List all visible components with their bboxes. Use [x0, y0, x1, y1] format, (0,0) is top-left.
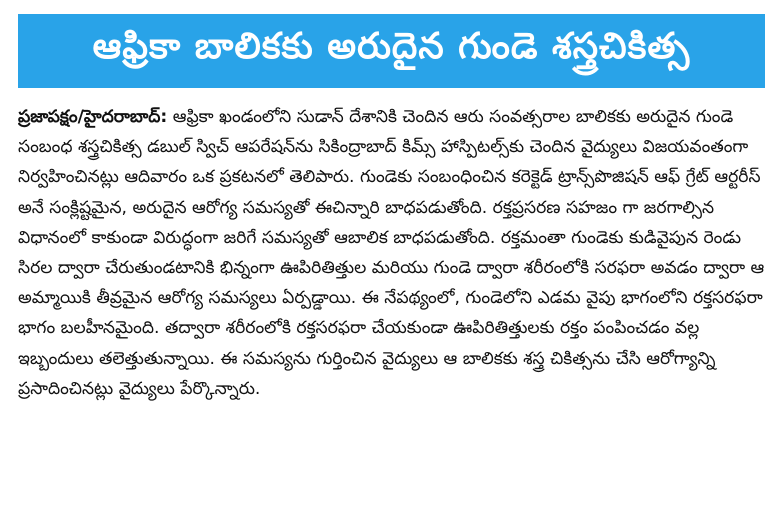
- article-body-paragraph: [18, 102, 765, 404]
- article-body-text: ఆఫ్రికా ఖండంలోని సుడాన్ దేశానికి చెందిన ఆరు సంవత్సరాల బాలికకు అరుదైన గుండె సంబంధ శస్త్రచికిత్స డబుల్ స్విచ్ ఆపరేషన్‌ను సికింద్రాబాద్ కిమ్స్ హాస్పిటల్స్‌కు చెందిన వైద్యులు విజయవంతంగా నిర్వహించినట్లు ఆదివారం ఒక ప్రకటనలో తెలిపారు. గుండెకు సంబంధించిన కరెక్టెడ్ ట్రాన్స్‌పొజిషన్ ఆఫ్ గ్రేట్ ఆర్టరీస్ అనే సంక్లిష్టమైన, అరుదైన ఆరోగ్య సమస్యతో ఈచిన్నారి బాధపడుతోంది. రక్తప్రసరణ సహజం గా జరగాల్సిన విధానంలో కాకుండా విరుద్ధంగా జరిగే సమస్యతో ఆబాలిక బాధపడుతోంది. రక్తమంతా గుండెకు కుడివైపున రెండు సిరల ద్వారా చేరుతుండటానికి భిన్నంగా ఊపిరితిత్తుల మరియు గుండె ద్వారా శరీరంలోకి సరఫరా అవడం ద్వారా ఆ అమ్మాయికి తీవ్రమైన ఆరోగ్య సమస్యలు ఏర్పడ్డాయి. ఈ నేపథ్యంలో, గుండెలోని ఎడమ వైపు భాగంలోని రక్తసరఫరా భాగం బలహీనమైంది. తద్వారా శరీరంలోకి రక్తసరఫరా చేయకుండా ఊపిరితిత్తులకు రక్తం పంపించడం వల్ల ఇబ్బందులు తలెత్తుతున్నాయి. ఈ సమస్యను గుర్తించిన వైద్యులు ఆ బాలికకు శస్త్ర చికిత్సను చేసి ఆరోగ్యాన్ని ప్రసాదించినట్లు వైద్యులు పేర్కొన్నారు.: [18, 107, 765, 399]
- headline-banner: [18, 14, 765, 88]
- article-text-block: [18, 102, 765, 497]
- article-dateline: ప్రజాపక్షం/హైదరాబాద్:: [18, 107, 168, 127]
- article-headline: ఆఫ్రికా బాలికకు అరుదైన గుండె శస్త్రచికిత్స: [92, 26, 691, 67]
